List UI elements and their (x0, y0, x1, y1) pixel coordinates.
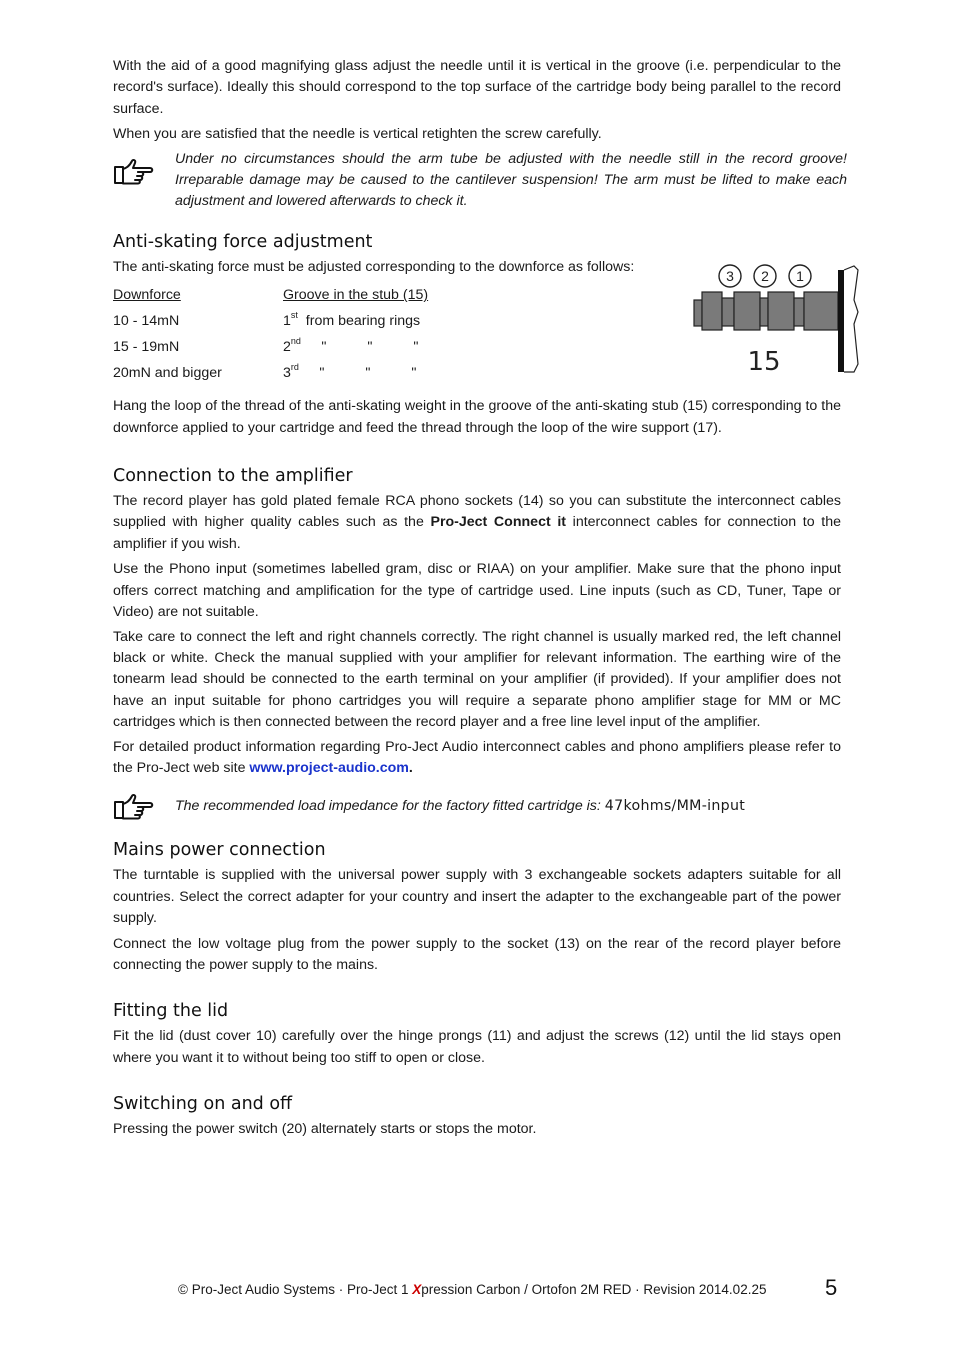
downforce-value: 20mN and bigger (113, 365, 222, 382)
impedance-note-text: The recommended load impedance for the factory fitted cartridge is: (175, 798, 605, 815)
warning-text: Under no circumstances should the arm tube be adjusted with the needle still in the record groove! Irreparable damage may be caused to the cantilever suspension! The arm must be lifted to make each adjustment and lowered afterwards to check it. (175, 150, 847, 210)
mains-heading: Mains power connection (113, 840, 326, 861)
warning-note (113, 149, 847, 213)
impedance-value: 47kohms/MM-input (604, 798, 746, 815)
intro-paragraph-2: When you are satisfied that the needle is vertical retighten the screw carefully. (113, 126, 602, 143)
figure-label-2: 2 (761, 268, 769, 284)
impedance-note (113, 789, 841, 823)
lid-paragraph: Fit the lid (dust cover 10) carefully over the hinge prongs (11) and adjust the screws (12) until the lid stays open where you want it to without being too stiff to open or close. (113, 1028, 841, 1066)
page-footer: © Pro-Ject Audio Systems · Pro-Ject 1 Xpression Carbon / Ortofon 2M RED · Revision 2014.02.25 (178, 1282, 767, 1297)
groove-value: 2nd " " " (283, 335, 419, 356)
antiskating-stub-figure (692, 262, 868, 378)
amplifier-paragraph-2: Use the Phono input (sometimes labelled gram, disc or RIAA) on your amplifier. Make sure that the phono input offers correct matching and amplification for the type of cartridge used. Line inputs (such as CD, Tuner, Tape or Video) are not suitable. (113, 561, 841, 621)
amplifier-paragraph-4: For detailed product information regarding Pro-Ject Audio interconnect cables and phono amplifiers please refer to the Pro-Ject web site www.project-audio.com. (113, 738, 841, 776)
lid-heading: Fitting the lid (113, 1001, 229, 1022)
switching-heading: Switching on and off (113, 1094, 293, 1115)
downforce-row (113, 360, 633, 386)
mains-paragraph-2: Connect the low voltage plug from the power supply to the socket (13) on the rear of the record player before connecting the power supply to the mains. (113, 935, 841, 973)
antiskating-paragraph-2: Hang the loop of the thread of the anti-skating weight in the groove of the anti-skating stub (15) corresponding to the downforce applied to your cartridge and feed the thread through the loop of the wire support (17). (113, 398, 841, 436)
antiskating-intro: The anti-skating force must be adjusted corresponding to the downforce as follows: (113, 258, 635, 275)
amplifier-heading: Connection to the amplifier (113, 466, 353, 487)
downforce-row (113, 308, 633, 334)
figure-label-3: 3 (726, 268, 734, 284)
downforce-row (113, 334, 633, 360)
page-number: 5 (825, 1275, 838, 1300)
page-content (113, 56, 847, 1141)
antiskating-heading: Anti-skating force adjustment (113, 231, 373, 252)
downforce-value: 10 - 14mN (113, 313, 180, 330)
downforce-table (113, 282, 633, 386)
intro-paragraph-1: With the aid of a good magnifying glass adjust the needle until it is vertical in the groove (i.e. perpendicular to the record's surface). Ideally this should correspond to the top surface of the cartridge body being parallel to the record surface. (113, 58, 841, 117)
mains-paragraph-1: The turntable is supplied with the universal power supply with 3 exchangeable sockets adapters suitable for all countries. Select the correct adapter for your country and insert the adapter to the exchangeable part of the power supply. (113, 867, 841, 927)
groove-value: 1st from bearing rings (283, 309, 421, 330)
figure-label-1: 1 (796, 268, 804, 284)
amplifier-paragraph-3: Take care to connect the left and right channels correctly. The right channel is usually marked red, the left channel black or white. Check the manual supplied with your amplifier for relevant information. The earthing wire of the tonearm lead should be connected to the earth terminal on your amplifier (if provided). If your amplifier does not have an input suitable for phono cartridges you will require a separate phono amplifier stage for MM or MC cartridges which is then connected between the record player and a free line level input of the amplifier. (113, 628, 841, 731)
groove-value: 3rd " " " (283, 361, 417, 382)
downforce-table-header (113, 282, 633, 308)
downforce-column-header: Downforce (113, 287, 181, 304)
amplifier-paragraph-1: The record player has gold plated female RCA phono sockets (14) so you can substitute the interconnect cables supplied with higher quality cables such as the Pro-Ject Connect it interconnect cables for connection to the amplifier if you wish. (113, 493, 842, 552)
project-audio-link[interactable]: www.project-audio.com (249, 759, 409, 776)
pointing-hand-icon (113, 790, 155, 822)
pointing-hand-icon (113, 155, 155, 187)
groove-column-header: Groove in the stub (15) (283, 287, 429, 304)
figure-part-number: 15 (747, 347, 781, 377)
switching-paragraph: Pressing the power switch (20) alternately starts or stops the motor. (113, 1121, 537, 1138)
downforce-value: 15 - 19mN (113, 339, 180, 356)
